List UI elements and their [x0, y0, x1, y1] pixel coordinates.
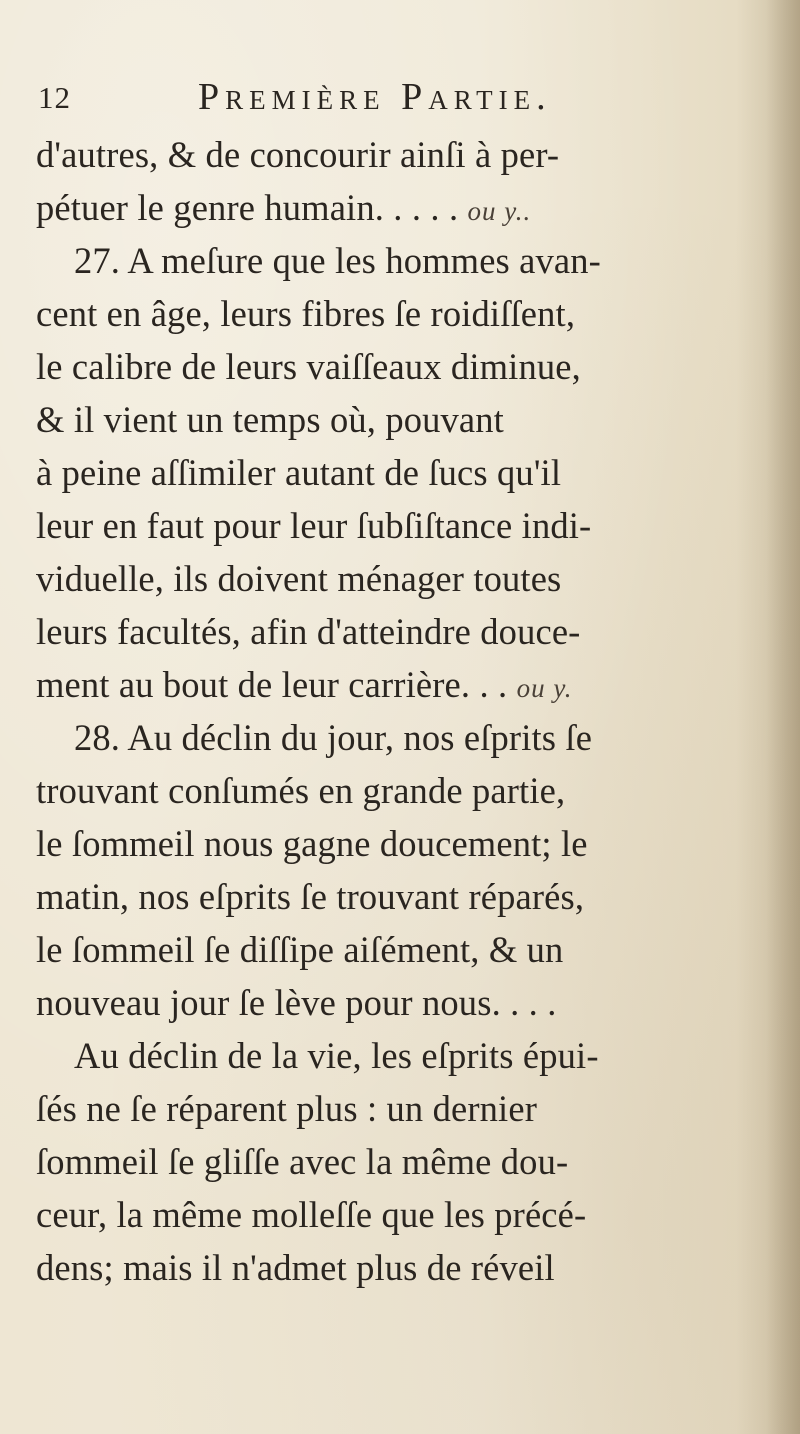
text-line: à peine aſſimiler autant de ſucs qu'il: [36, 452, 562, 493]
text-line: ment au bout de leur carrière. . . ou y.: [36, 664, 573, 705]
text-line: ſommeil ſe gliſſe avec la même dou-: [36, 1141, 569, 1182]
text-line: le ſommeil ſe diſſipe aiſément, & un: [36, 929, 564, 970]
running-head: [30, 76, 770, 116]
text-line: leur en faut pour leur ſubſiſtance indi-: [36, 505, 592, 546]
text-line: cent en âge, leurs fibres ſe roidiſſent,: [36, 293, 576, 334]
handwritten-note: ou y..: [467, 196, 532, 226]
text-line: trouvant conſumés en grande partie,: [36, 770, 566, 811]
text-line: & il vient un temps où, pouvant: [36, 399, 504, 440]
text-line: ceur, la même molleſſe que les précé-: [36, 1194, 587, 1235]
text-line: leurs facultés, afin d'atteindre douce-: [36, 611, 581, 652]
text-line: ſés ne ſe réparent plus : un dernier: [36, 1088, 538, 1129]
text-line: le ſommeil nous gagne doucement; le: [36, 823, 588, 864]
text-line: nouveau jour ſe lève pour nous. . . .: [36, 982, 557, 1023]
handwritten-note: ou y.: [516, 673, 573, 703]
body-text: [36, 128, 756, 1294]
text-line: d'autres, & de concourir ainſi à per-: [36, 134, 560, 175]
text-line: pétuer le genre humain. . . . . ou y..: [36, 187, 532, 228]
text-line: matin, nos eſprits ſe trouvant réparés,: [36, 876, 585, 917]
text-line: dens; mais il n'admet plus de réveil: [36, 1247, 555, 1288]
text-line: le calibre de leurs vaiſſeaux diminue,: [36, 346, 581, 387]
text-line: 27. A meſure que les hommes avan-: [74, 240, 601, 281]
text-line: 28. Au déclin du jour, nos eſprits ſe: [74, 717, 593, 758]
running-title: Première Partie.: [198, 76, 552, 118]
text-line: Au déclin de la vie, les eſprits épui-: [74, 1035, 599, 1076]
page-edge-shadow: [766, 0, 800, 1434]
text-line: viduelle, ils doivent ménager toutes: [36, 558, 562, 599]
page-number: 12: [38, 80, 71, 115]
